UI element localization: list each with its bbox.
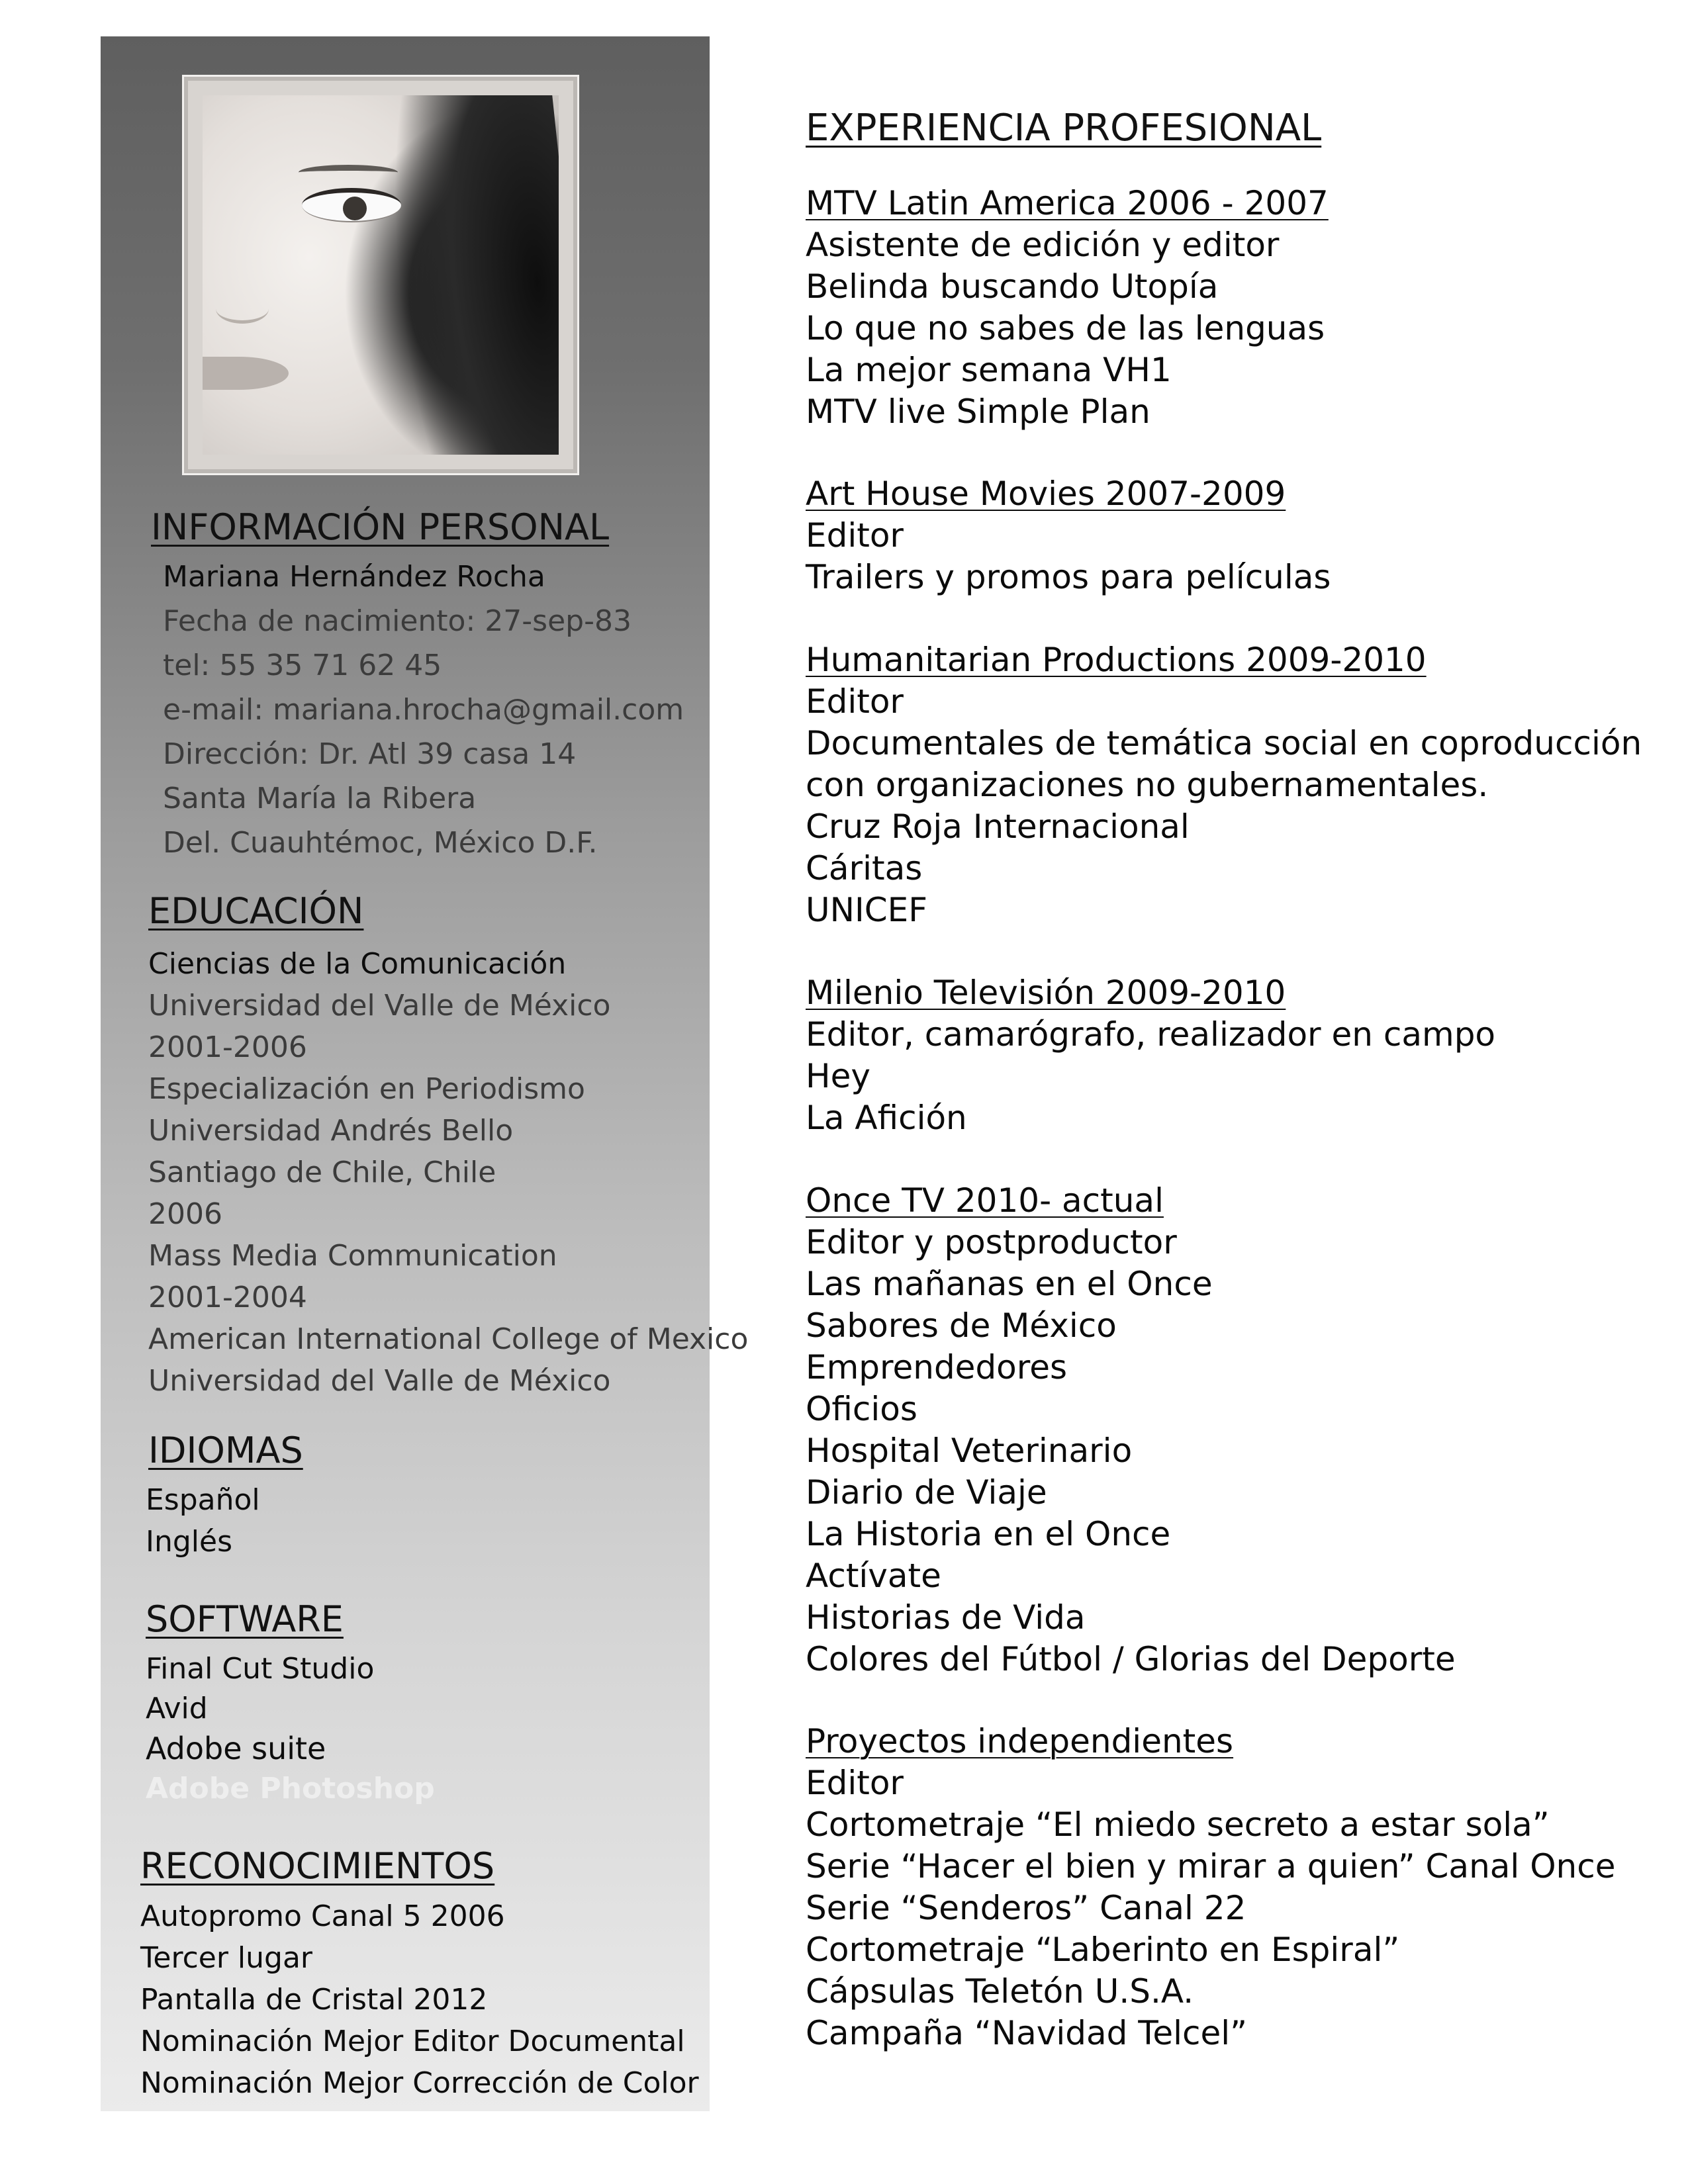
- photo-eye: [302, 188, 401, 222]
- job-title: Once TV 2010- actual: [806, 1181, 1164, 1220]
- job-title: Milenio Televisión 2009-2010: [806, 974, 1286, 1012]
- job-line: Hospital Veterinario: [806, 1432, 1133, 1470]
- job-line: Cáritas: [806, 849, 923, 887]
- job-line: La mejor semana VH1: [806, 351, 1172, 389]
- job-line: Editor: [806, 1764, 904, 1802]
- photo-hair: [379, 95, 559, 455]
- job-line: Editor, camarógrafo, realizador en campo: [806, 1015, 1496, 1054]
- awards-list: [140, 1895, 699, 2104]
- software-heading: SOFTWARE: [146, 1598, 344, 1640]
- job-line: UNICEF: [806, 891, 928, 929]
- job-line: Serie “Hacer el bien y mirar a quien” Canal Once: [806, 1847, 1616, 1886]
- photo-eyebrow: [299, 165, 398, 180]
- job-humanitarian: [806, 639, 1642, 931]
- education-line: Santiago de Chile, Chile: [148, 1156, 496, 1189]
- education-line: American International College of Mexico: [148, 1322, 749, 1356]
- education-line: Especialización en Periodismo: [148, 1072, 585, 1106]
- education-line: Universidad del Valle de México: [148, 1364, 611, 1398]
- personal-address: Dirección: Dr. Atl 39 casa 14: [163, 737, 577, 771]
- job-title: Humanitarian Productions 2009-2010: [806, 641, 1427, 679]
- job-line: Cruz Roja Internacional: [806, 807, 1190, 846]
- education-line: Mass Media Communication: [148, 1239, 557, 1273]
- experience-heading: EXPERIENCIA PROFESIONAL: [806, 107, 1322, 150]
- job-line: Cortometraje “Laberinto en Espiral”: [806, 1931, 1400, 1969]
- job-line: Emprendedores: [806, 1348, 1068, 1387]
- job-line: La Afición: [806, 1099, 967, 1137]
- education-list: [148, 943, 748, 1402]
- languages-list: [146, 1479, 260, 1563]
- job-details: [806, 1762, 1616, 2054]
- job-details: [806, 681, 1642, 931]
- job-line: La Historia en el Once: [806, 1515, 1171, 1553]
- personal-city: Del. Cuauhtémoc, México D.F.: [163, 826, 598, 860]
- job-line: Colores del Fútbol / Glorias del Deporte: [806, 1640, 1456, 1678]
- education-line: Universidad del Valle de México: [148, 989, 611, 1023]
- education-line: 2001-2004: [148, 1281, 307, 1314]
- job-details: [806, 1014, 1495, 1139]
- job-line: Documentales de temática social en coproducción: [806, 724, 1642, 762]
- job-line: Hey: [806, 1057, 870, 1095]
- job-line: Editor y postproductor: [806, 1223, 1177, 1261]
- job-line: Sabores de México: [806, 1306, 1117, 1345]
- award-item: Autopromo Canal 5 2006: [140, 1899, 505, 1933]
- job-line: Serie “Senderos” Canal 22: [806, 1889, 1246, 1927]
- award-item: Nominación Mejor Corrección de Color: [140, 2066, 699, 2100]
- education-line: 2001-2006: [148, 1030, 307, 1064]
- personal-neighborhood: Santa María la Ribera: [163, 782, 477, 815]
- award-item: Tercer lugar: [140, 1941, 313, 1975]
- job-line: con organizaciones no gubernamentales.: [806, 766, 1489, 804]
- job-title: MTV Latin America 2006 - 2007: [806, 184, 1329, 222]
- job-art-house: [806, 473, 1331, 598]
- award-item: Nominación Mejor Editor Documental: [140, 2025, 685, 2058]
- software-item-faded: Adobe Photoshop: [146, 1772, 435, 1805]
- job-line: Cápsulas Teletón U.S.A.: [806, 1972, 1194, 2011]
- award-item: Pantalla de Cristal 2012: [140, 1983, 488, 2017]
- profile-photo: [203, 95, 559, 455]
- job-title: Art House Movies 2007-2009: [806, 475, 1286, 513]
- job-milenio: [806, 972, 1495, 1139]
- job-line: Diario de Viaje: [806, 1473, 1047, 1512]
- photo-lips: [203, 357, 289, 390]
- education-line: 2006: [148, 1197, 222, 1231]
- job-once-tv: [806, 1180, 1456, 1680]
- profile-photo-frame: [182, 75, 579, 475]
- job-details: [806, 515, 1331, 598]
- personal-phone: tel: 55 35 71 62 45: [163, 649, 442, 682]
- job-line: Editor: [806, 516, 904, 555]
- personal-name: Mariana Hernández Rocha: [163, 560, 545, 594]
- job-details: [806, 224, 1329, 433]
- job-line: Actívate: [806, 1557, 941, 1595]
- job-mtv: [806, 183, 1329, 433]
- personal-list: [163, 555, 684, 865]
- education-degree: Ciencias de la Comunicación: [148, 947, 567, 981]
- job-line: Belinda buscando Utopía: [806, 267, 1219, 306]
- software-list: [146, 1648, 435, 1809]
- language-item: Inglés: [146, 1525, 233, 1559]
- personal-email: e-mail: mariana.hrocha@gmail.com: [163, 693, 684, 727]
- photo-nose: [216, 294, 269, 324]
- job-line: Historias de Vida: [806, 1598, 1086, 1637]
- job-line: Trailers y promos para películas: [806, 558, 1331, 596]
- job-line: Editor: [806, 682, 904, 721]
- job-line: Cortometraje “El miedo secreto a estar sola”: [806, 1805, 1550, 1844]
- languages-heading: IDIOMAS: [148, 1430, 303, 1471]
- language-item: Español: [146, 1483, 260, 1517]
- software-item: Adobe suite: [146, 1731, 326, 1766]
- job-line: Asistente de edición y editor: [806, 226, 1280, 264]
- job-line: Lo que no sabes de las lenguas: [806, 309, 1325, 347]
- awards-heading: RECONOCIMIENTOS: [140, 1845, 495, 1887]
- software-item: Final Cut Studio: [146, 1652, 375, 1686]
- education-heading: EDUCACIÓN: [148, 890, 364, 932]
- job-title: Proyectos independientes: [806, 1722, 1234, 1760]
- job-independent: [806, 1721, 1616, 2054]
- personal-heading: INFORMACIÓN PERSONAL: [151, 506, 610, 548]
- job-line: Oficios: [806, 1390, 917, 1428]
- job-line: MTV live Simple Plan: [806, 392, 1150, 431]
- software-item: Avid: [146, 1692, 208, 1725]
- job-details: [806, 1222, 1456, 1680]
- job-line: Las mañanas en el Once: [806, 1265, 1213, 1303]
- education-line: Universidad Andrés Bello: [148, 1114, 514, 1148]
- personal-birthdate: Fecha de nacimiento: 27-sep-83: [163, 604, 632, 638]
- job-line: Campaña “Navidad Telcel”: [806, 2014, 1248, 2052]
